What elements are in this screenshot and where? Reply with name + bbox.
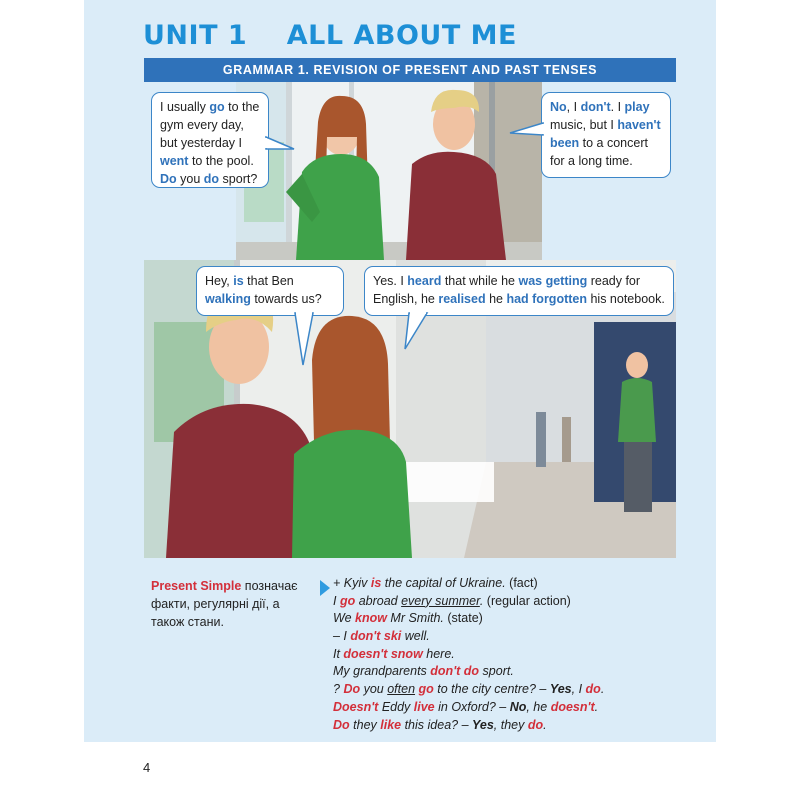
example-text: this idea? –: [401, 717, 472, 732]
bubble-text: music, but I: [550, 118, 618, 132]
example-text: they: [349, 717, 381, 732]
example-line: [333, 680, 678, 698]
bubble-highlight: had forgotten: [506, 292, 587, 306]
example-verb: do: [585, 682, 601, 697]
example-text: here.: [422, 646, 455, 661]
example-line: [333, 662, 678, 680]
example-answer: No: [509, 699, 527, 714]
example-verb: go: [418, 682, 434, 697]
speech-bubble-boy-top: [541, 92, 671, 178]
bubble-text: his notebook.: [587, 292, 665, 306]
example-line: [333, 645, 678, 663]
example-text: the capital of Ukraine.: [381, 576, 506, 590]
bubble-highlight: haven't been: [550, 118, 661, 150]
bubble-text: that while he: [441, 274, 519, 288]
bubble-pointer: [293, 313, 323, 369]
example-line: [333, 574, 678, 592]
example-text: My grandparents: [333, 664, 431, 679]
bubble-pointer: [266, 137, 296, 153]
example-adverb: every summer: [401, 593, 480, 608]
bubble-text: sport?: [219, 172, 258, 186]
top-scene: [236, 82, 542, 260]
grammar-banner: GRAMMAR 1. REVISION OF PRESENT AND PAST TENSES: [144, 58, 676, 82]
bubble-text: I usually: [160, 100, 210, 114]
example-note: (regular action): [483, 593, 571, 608]
bubble-text: you: [176, 172, 204, 186]
example-verb: doesn't: [550, 699, 595, 714]
page-number: 4: [143, 760, 151, 775]
bubble-text: towards us?: [250, 292, 322, 306]
bubble-text: to a concert for a long time.: [550, 136, 648, 168]
example-text: , I: [571, 682, 586, 697]
example-text: sport.: [479, 664, 514, 679]
bubble-highlight: don't: [580, 100, 611, 114]
example-adverb: often: [387, 682, 416, 697]
example-text: Mr Smith.: [386, 611, 444, 626]
example-verb: Doesn't: [333, 699, 379, 714]
example-line: [333, 609, 678, 627]
bubble-text: Hey,: [205, 274, 234, 288]
example-verb: is: [370, 576, 382, 590]
example-verb: doesn't snow: [343, 646, 423, 661]
example-text: to the city centre? –: [433, 682, 550, 697]
example-line: [333, 716, 678, 734]
example-text: We: [333, 611, 355, 626]
example-answer: Yes: [472, 717, 494, 732]
example-text: It: [333, 646, 344, 661]
example-verb: Do: [333, 717, 350, 732]
bubble-highlight: Do: [160, 172, 177, 186]
bubble-highlight: No: [550, 100, 567, 114]
example-text: ?: [333, 682, 344, 697]
example-text: I: [333, 593, 340, 608]
bubble-highlight: play: [624, 100, 650, 114]
grammar-explanation: [151, 577, 311, 631]
example-text: you: [360, 682, 388, 697]
bubble-pointer: [510, 123, 544, 139]
example-text: – I: [333, 629, 351, 644]
example-verb: go: [339, 593, 356, 608]
bubble-highlight: realised: [438, 292, 486, 306]
example-text: .: [543, 717, 547, 732]
bubble-text: that Ben: [243, 274, 294, 288]
example-text: .: [594, 699, 599, 714]
grammar-examples: [333, 574, 678, 733]
speech-bubble-boy-bottom: [364, 266, 674, 316]
bubble-text: to the pool.: [188, 154, 254, 168]
example-text: .: [479, 593, 484, 608]
example-text: Eddy: [378, 699, 414, 714]
example-note: (state): [443, 611, 483, 626]
example-line: [333, 627, 678, 645]
bubble-pointer: [405, 313, 435, 353]
example-line: [333, 592, 678, 610]
example-note: (fact): [505, 576, 538, 590]
example-text: + Kyiv: [333, 576, 371, 590]
example-verb: don't ski: [350, 629, 402, 644]
example-text: abroad: [355, 593, 402, 608]
bubble-text: to the gym every day, but yesterday I: [160, 100, 260, 150]
example-answer: Yes: [549, 682, 572, 697]
example-text: in Oxford? –: [434, 699, 510, 714]
unit-title: UNIT 1 ALL ABOUT ME: [143, 20, 517, 51]
example-verb: do: [527, 717, 544, 732]
bubble-text: ready for English, he: [373, 274, 641, 306]
bubble-highlight: was getting: [518, 274, 588, 288]
example-text: , he: [526, 699, 551, 714]
bubble-highlight: go: [209, 100, 225, 114]
bubble-highlight: do: [203, 172, 220, 186]
example-verb: like: [380, 717, 402, 732]
example-text: well.: [401, 629, 430, 644]
bubble-text: Yes. I: [373, 274, 408, 288]
bubble-highlight: is: [233, 274, 244, 288]
speech-bubble-girl-top: [151, 92, 269, 188]
triangle-right-icon: [320, 580, 330, 596]
grammar-description: позначає факти, регулярні дії, а також стани.: [151, 579, 298, 629]
bubble-text: , I: [566, 100, 581, 114]
bubble-highlight: walking: [205, 292, 251, 306]
example-text: .: [600, 682, 605, 697]
example-verb: live: [413, 699, 435, 714]
bubble-highlight: heard: [407, 274, 442, 288]
example-verb: Do: [343, 682, 361, 697]
speech-bubble-girl-bottom: [196, 266, 344, 316]
example-line: [333, 698, 678, 716]
grammar-term: Present Simple: [151, 579, 242, 593]
bubble-text: he: [485, 292, 507, 306]
bubble-highlight: went: [160, 154, 189, 168]
example-verb: know: [355, 611, 387, 626]
example-verb: don't do: [430, 664, 480, 679]
bubble-text: . I: [610, 100, 625, 114]
example-text: , they: [493, 717, 528, 732]
